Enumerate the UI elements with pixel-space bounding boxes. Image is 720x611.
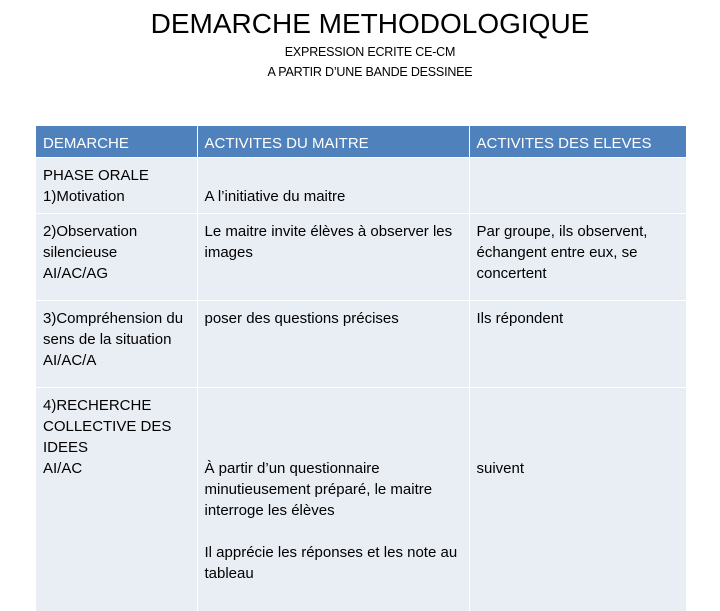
- methodology-table: [36, 126, 686, 611]
- cell-demarche: 4)RECHERCHE COLLECTIVE DES IDEES AI/AC: [36, 388, 197, 611]
- cell-maitre-text: A l’initiative du maitre: [205, 188, 346, 205]
- subtitle-line-2: A PARTIR D’UNE BANDE DESSINEE: [0, 65, 720, 79]
- cell-maitre: [197, 158, 469, 214]
- column-header-activites-eleves: ACTIVITES DES ELEVES: [469, 126, 686, 158]
- cell-eleves-text: suivent: [477, 460, 525, 477]
- table-row: [36, 301, 686, 388]
- cell-maitre-note: Il apprécie les réponses et les note au tableau: [205, 542, 463, 584]
- cell-maitre: Le maitre invite élèves à observer les images: [197, 214, 469, 301]
- table-header-row: [36, 126, 686, 158]
- cell-maitre: poser des questions précises: [197, 301, 469, 388]
- cell-eleves: [469, 388, 686, 611]
- cell-maitre-text: À partir d’un questionnaire minutieusement préparé, le maitre interroge les élèves: [205, 460, 433, 519]
- cell-demarche: 3)Compréhension du sens de la situation AI/AC/A: [36, 301, 197, 388]
- table-row: [36, 158, 686, 214]
- cell-eleves: Par groupe, ils observent, échangent entre eux, se concertent: [469, 214, 686, 301]
- column-header-demarche: DEMARCHE: [36, 126, 197, 158]
- table-row: [36, 388, 686, 611]
- cell-maitre: [197, 388, 469, 611]
- cell-eleves: [469, 158, 686, 214]
- page-title: DEMARCHE METHODOLOGIQUE: [0, 8, 720, 40]
- cell-demarche: 2)Observation silencieuse AI/AC/AG: [36, 214, 197, 301]
- subtitle-line-1: EXPRESSION ECRITE CE-CM: [0, 45, 720, 59]
- cell-demarche: PHASE ORALE 1)Motivation: [36, 158, 197, 214]
- column-header-activites-maitre: ACTIVITES DU MAITRE: [197, 126, 469, 158]
- cell-eleves: Ils répondent: [469, 301, 686, 388]
- table-row: [36, 214, 686, 301]
